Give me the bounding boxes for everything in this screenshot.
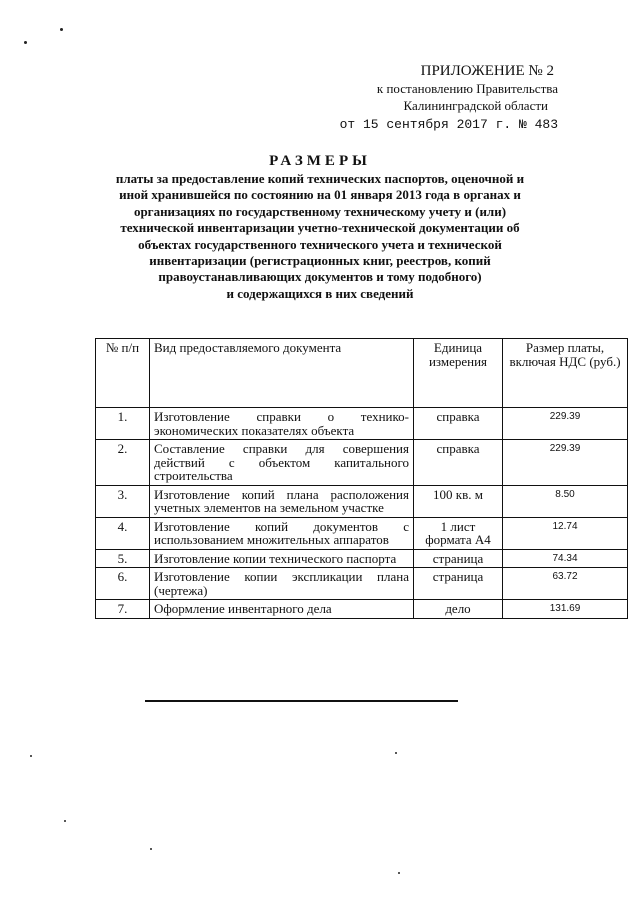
header-fee: Размер платы, включая НДС (руб.) xyxy=(503,339,628,408)
scan-speck xyxy=(60,28,63,31)
subtitle-line: иной хранившейся по состоянию на 01 января 2013 года в органах и xyxy=(119,187,521,203)
row-document: Изготовление копии экспликации плана (чертежа) xyxy=(150,568,414,600)
row-number: 5. xyxy=(96,549,150,568)
appendix-title: ПРИЛОЖЕНИЕ № 2 xyxy=(420,63,554,79)
subtitle-line: платы за предоставление копий технических паспортов, оценочной и xyxy=(115,171,525,186)
table-row xyxy=(96,568,628,600)
row-document: Изготовление копий плана расположения учетных элементов на земельном участке xyxy=(150,485,414,517)
table-row xyxy=(96,408,628,440)
row-document: Изготовление копий документов с использованием множительных аппаратов xyxy=(150,517,414,549)
fees-table xyxy=(95,338,628,619)
document-title: РАЗМЕРЫ xyxy=(269,153,371,169)
row-fee: 8.50 xyxy=(503,485,628,517)
subtitle-line: инвентаризации (регистрационных книг, реестров, копий xyxy=(149,253,491,269)
table-row xyxy=(96,485,628,517)
scan-speck xyxy=(64,820,66,822)
row-number: 7. xyxy=(96,600,150,619)
subtitle-line: технической инвентаризации учетно-технической документации об xyxy=(120,220,520,236)
scan-speck xyxy=(398,872,400,874)
subtitle-line: объектах государственного технического учета и технической xyxy=(138,236,502,252)
table-row xyxy=(96,440,628,486)
row-number: 2. xyxy=(96,440,150,486)
row-unit: страница xyxy=(414,549,503,568)
header-unit: Единица измерения xyxy=(414,339,503,408)
appendix-line-resolution: к постановлению Правительства xyxy=(376,81,558,96)
row-unit: дело xyxy=(414,600,503,619)
table-row xyxy=(96,549,628,568)
row-number: 1. xyxy=(96,408,150,440)
subtitle-line: организациях по государственному техническому учету и (или) xyxy=(133,203,507,219)
appendix-line-date-number: от 15 сентября 2017 г. № 483 xyxy=(339,117,558,132)
row-unit: страница xyxy=(414,568,503,600)
document-subtitle xyxy=(100,171,540,302)
scan-speck xyxy=(150,848,152,850)
row-number: 4. xyxy=(96,517,150,549)
row-document: Составление справки для совершения действий с объектом капитального строительства xyxy=(150,440,414,486)
header-number: № п/п xyxy=(96,339,150,408)
row-unit: справка xyxy=(414,440,503,486)
table-row xyxy=(96,517,628,549)
row-document: Оформление инвентарного дела xyxy=(150,600,414,619)
row-fee: 229.39 xyxy=(503,408,628,440)
table-header-row xyxy=(96,339,628,408)
row-unit: справка xyxy=(414,408,503,440)
row-number: 6. xyxy=(96,568,150,600)
appendix-header xyxy=(298,62,558,134)
row-fee: 12.74 xyxy=(503,517,628,549)
appendix-line-region: Калининградской области xyxy=(403,98,548,113)
row-document: Изготовление справки о технико-экономических показателях объекта xyxy=(150,408,414,440)
closing-rule xyxy=(145,700,458,702)
scan-speck xyxy=(30,755,32,757)
subtitle-line: и содержащихся в них сведений xyxy=(226,285,414,301)
scan-speck xyxy=(395,752,397,754)
row-number: 3. xyxy=(96,485,150,517)
subtitle-line: правоустанавливающих документов и тому подобного) xyxy=(158,269,482,285)
table-row xyxy=(96,600,628,619)
row-fee: 74.34 xyxy=(503,549,628,568)
row-fee: 63.72 xyxy=(503,568,628,600)
row-fee: 229.39 xyxy=(503,440,628,486)
row-unit: 100 кв. м xyxy=(414,485,503,517)
row-fee: 131.69 xyxy=(503,600,628,619)
header-document-type: Вид предоставляемого документа xyxy=(150,339,414,408)
row-unit: 1 лист формата А4 xyxy=(414,517,503,549)
row-document: Изготовление копии технического паспорта xyxy=(150,549,414,568)
scan-speck xyxy=(24,41,27,44)
